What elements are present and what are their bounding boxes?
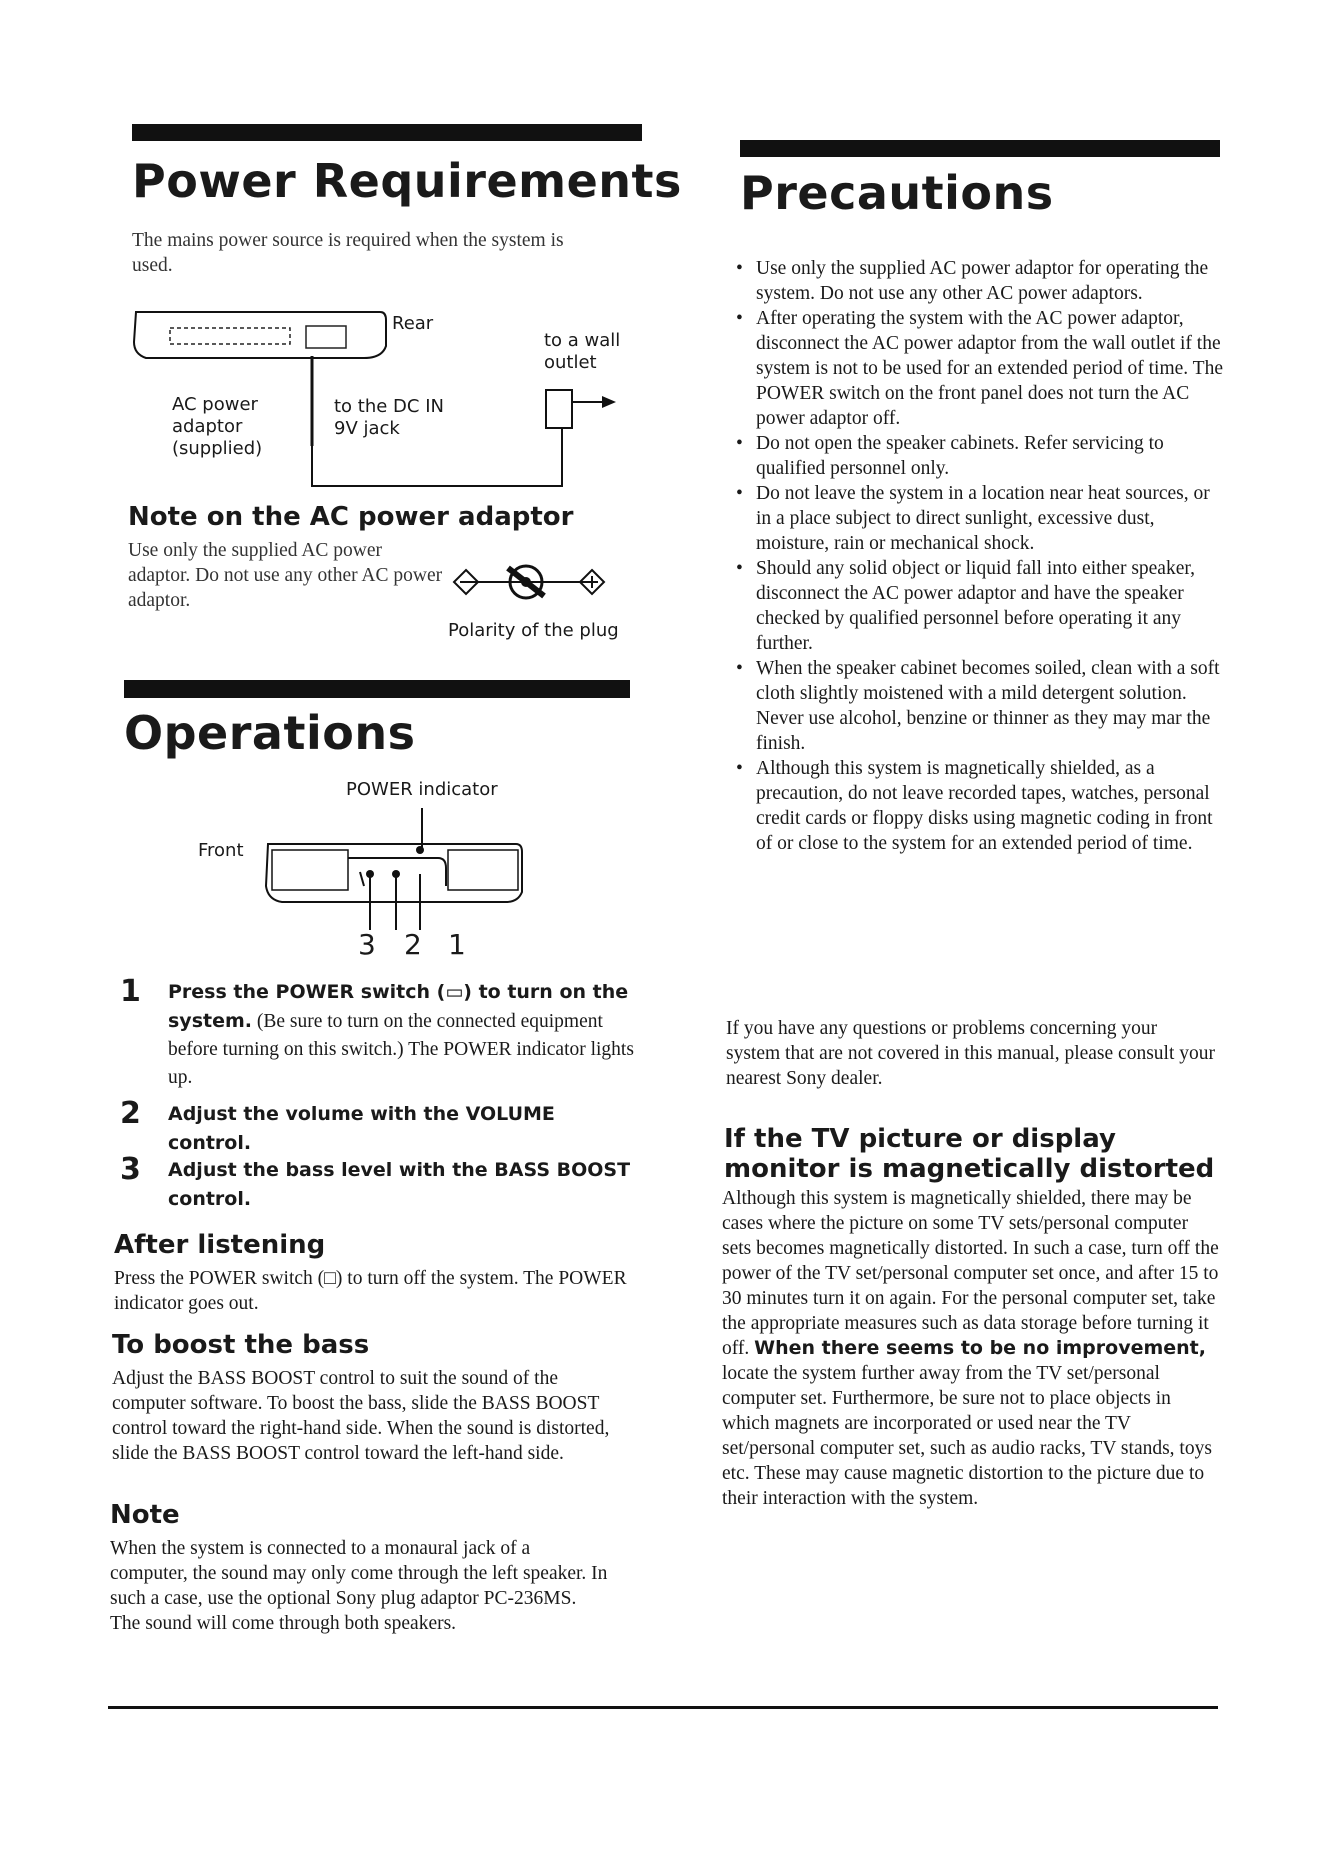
rear-label: Rear — [392, 313, 434, 334]
step-detail: (Be sure to turn on the connected equipment before turning on this switch.) The POWER indicator lights up. — [168, 1011, 634, 1088]
callout-1: 1 — [448, 928, 466, 961]
step-2 — [120, 1096, 640, 1158]
note-heading: Note — [110, 1500, 180, 1530]
step-3 — [120, 1152, 640, 1214]
wall-outlet-label: to a wall outlet — [544, 330, 621, 373]
precaution-item: • Although this system is magnetically shielded, as a precaution, do not leave recorded tapes, watches, personal credit cards or floppy disks using magnetic coding in front of or close to the system for an extended period of time. — [734, 756, 1224, 856]
plug-polarity-icon — [446, 540, 606, 620]
adaptor-note-text: Use only the supplied AC power adaptor. Do not use any other AC power adaptor. — [128, 540, 443, 611]
boost-bass-text: Adjust the BASS BOOST control to suit the sound of the computer software. To boost the bass, slide the BASS BOOST control toward the right-hand side. When the sound is distorted, slide the BASS BOOST control toward the left-hand side. — [112, 1368, 610, 1464]
precaution-item: • After operating the system with the AC power adaptor, disconnect the AC power adaptor from the wall outlet if the system is not to be used for an extended period of time. The POWER switch on the front panel does not turn the AC power adaptor off. — [734, 306, 1224, 431]
callout-3: 3 — [358, 928, 376, 961]
step-instruction: Press the POWER switch (▭) to turn on the system. — [168, 981, 629, 1032]
precaution-item: • Do not open the speaker cabinets. Refer servicing to qualified personnel only. — [734, 431, 1224, 481]
precaution-item: • Do not leave the system in a location near heat sources, or in a place subject to direct sunlight, excessive dust, moisture, rain or mechanical shock. — [734, 481, 1224, 556]
bottom-rule — [108, 1706, 1218, 1709]
precautions-list — [734, 256, 1224, 856]
step-number: 3 — [120, 1152, 141, 1187]
step-instruction: Adjust the bass level with the BASS BOOST control. — [168, 1159, 631, 1210]
tv-distortion-text — [722, 1186, 1222, 1511]
front-label: Front — [198, 840, 244, 861]
section-bar-power — [132, 124, 642, 141]
note-text: When the system is connected to a monaural jack of a computer, the sound may only come through the left speaker. In such a case, use the optional Sony plug adaptor PC-236MS. The sound will come through both speakers. — [110, 1538, 608, 1634]
after-listening-heading: After listening — [114, 1230, 326, 1260]
precaution-item: • When the speaker cabinet becomes soiled, clean with a soft cloth slightly moistened with a mild detergent solution. Never use alcohol, benzine or thinner as they may mar the finish. — [734, 656, 1224, 756]
polarity-label: Polarity of the plug — [448, 620, 619, 641]
boost-bass-heading: To boost the bass — [112, 1330, 370, 1360]
precaution-item: • Use only the supplied AC power adaptor for operating the system. Do not use any other AC power adaptors. — [734, 256, 1224, 306]
step-instruction: Adjust the volume with the VOLUME control. — [168, 1103, 555, 1154]
section-bar-operations — [124, 680, 630, 698]
adaptor-label: AC power adaptor (supplied) — [172, 394, 263, 459]
tv-text-part2: locate the system further away from the TV set/personal computer set. Furthermore, be sure not to place objects in which magnets are incorporated or used near the TV set/personal computer set, such as audio racks, TV stands, toys etc. These may cause magnetic distortion to the picture due to their interaction with the system. — [722, 1363, 1212, 1509]
front-panel-diagram — [260, 806, 526, 946]
step-number: 2 — [120, 1096, 141, 1131]
power-indicator-label: POWER indicator — [346, 779, 498, 800]
adaptor-note-heading: Note on the AC power adaptor — [128, 502, 574, 532]
tv-text-bold: When there seems to be no improvement, — [754, 1337, 1206, 1359]
tv-text-part1: Although this system is magnetically shielded, there may be cases where the picture on some TV sets/personal computer sets becomes magnetically distorted. In such a case, turn off the power of the TV set/personal computer set once, and after 15 to 30 minutes turn it on again. For the personal computer set, take the appropriate measures such as data storage before turning it off. — [722, 1188, 1219, 1359]
step-number: 1 — [120, 974, 141, 1009]
power-intro: The mains power source is required when the system is used. — [132, 230, 564, 276]
precaution-item: • Should any solid object or liquid fall into either speaker, disconnect the AC power adaptor and have the speaker checked by qualified personnel before operating it any further. — [734, 556, 1224, 656]
questions-text: If you have any questions or problems concerning your system that are not covered in this manual, please consult your nearest Sony dealer. — [726, 1018, 1215, 1089]
section-bar-precautions — [740, 140, 1220, 157]
precautions-title: Precautions — [740, 166, 1054, 220]
after-listening-text: Press the POWER switch (□) to turn off the system. The POWER indicator goes out. — [114, 1268, 627, 1314]
dc-in-label: to the DC IN 9V jack — [334, 396, 444, 439]
tv-distortion-heading: If the TV picture or display monitor is magnetically distorted — [724, 1124, 1215, 1184]
step-1 — [120, 974, 640, 1092]
power-title: Power Requirements — [132, 154, 682, 208]
callout-2: 2 — [404, 928, 422, 961]
operations-title: Operations — [124, 706, 416, 760]
